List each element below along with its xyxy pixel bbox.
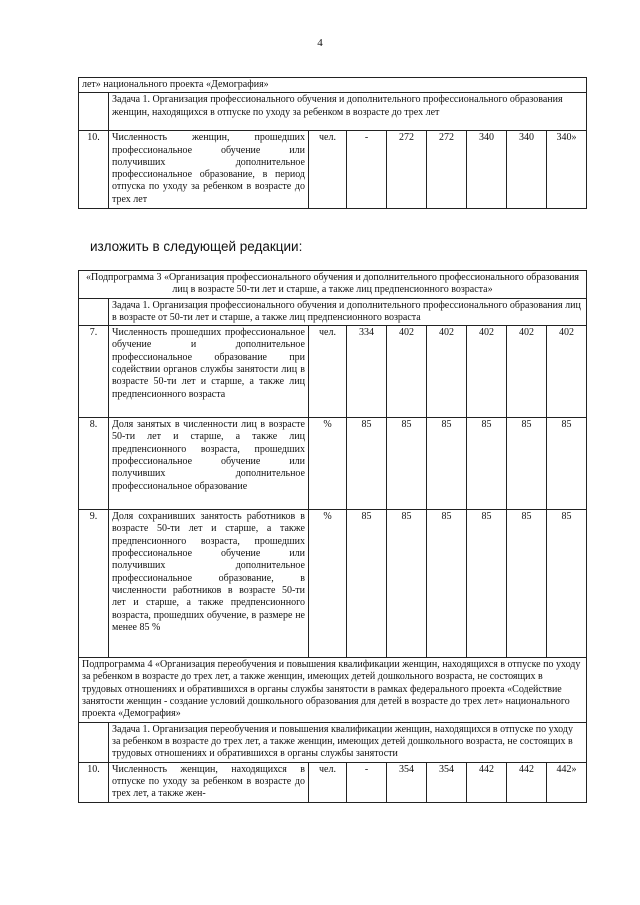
value-cell: 402 [387,326,427,418]
value-cell: 85 [507,418,547,510]
row-number: 10. [79,131,109,209]
value-cell: 442» [547,762,587,802]
unit-cell: чел. [309,326,347,418]
value-cell: 85 [387,510,427,658]
indicator-name: Численность женщин, находящихся в отпуске по уходу за ребенком в возрасте до трех лет, а также жен- [109,762,309,802]
indicator-name: Численность женщин, прошедших профессиональное обучение или получивших дополнительное профессиональное образование, в период отпуска по уходу за ребенком в возрасте до трех лет [109,131,309,209]
subprogram-4-heading: Подпрограмма 4 «Организация переобучения и повышения квалификации женщин, находящихся в отпуске по уходу за ребенком в возрасте до трех лет, а также женщин, имеющих детей дошкольного возраста, не состоящих в трудовых отношениях и обратившихся в органы службы занятости в рамках федерального проекта «Содействие занятости женщин - создание условий дошкольного образования для детей в возрасте до трех лет» национального проекта «Демография» [79,658,587,722]
task-heading: Задача 1. Организация профессионального обучения и дополнительного профессионального образования женщин, находящихся в отпуске по уходу за ребенком в возрасте до трех лет [109,93,587,131]
table-row [79,131,587,209]
unit-cell: % [309,418,347,510]
value-cell: 442 [507,762,547,802]
value-cell: 85 [507,510,547,658]
value-cell: 354 [387,762,427,802]
value-cell: 85 [467,418,507,510]
indicator-name: Доля сохранивших занятость работников в возрасте 50-ти лет и старше, а также предпенсионного возраста, прошедших профессиональное обучение или получивших дополнительное профессиональное образование, в численности работников в возрасте 50-ти лет и старше, а также предпенсионного возраста, прошедших обучение, в размере не менее 85 % [109,510,309,658]
row-number: 10. [79,762,109,802]
value-cell: 85 [547,418,587,510]
value-cell: 354 [427,762,467,802]
value-cell: 340 [467,131,507,209]
value-cell: 85 [547,510,587,658]
row-number: 7. [79,326,109,418]
table-row [79,418,587,510]
page-number: 4 [317,37,323,49]
value-cell: 402 [427,326,467,418]
table-row [79,510,587,658]
value-cell: 340» [547,131,587,209]
value-cell: 402 [467,326,507,418]
value-cell: 85 [467,510,507,658]
value-cell: - [347,131,387,209]
value-cell: 85 [387,418,427,510]
value-cell: 85 [427,418,467,510]
subprogram-continuation: лет» национального проекта «Демография» [79,78,587,93]
value-cell: 402 [547,326,587,418]
empty-cell [79,722,109,762]
unit-cell: чел. [309,762,347,802]
empty-cell [79,298,109,326]
subprogram-3-heading: «Подпрограмма 3 «Организация профессионального обучения и дополнительного профессионального образования лиц в возрасте 50-ти лет и старше, а также лиц предпенсионного возраста» [79,271,587,299]
value-cell: 85 [347,418,387,510]
indicator-name: Численность прошедших профессиональное обучение и дополнительное профессиональное образование при содействии органов службы занятости лиц в возрасте 50-ти лет и старше, а также лиц предпенсионного возраста [109,326,309,418]
value-cell: 272 [387,131,427,209]
value-cell: 334 [347,326,387,418]
value-cell: 272 [427,131,467,209]
value-cell: 402 [507,326,547,418]
empty-cell [79,93,109,131]
task-heading: Задача 1. Организация профессионального обучения и дополнительного профессионального образования лиц в возрасте от 50-ти лет и старше, а также лиц предпенсионного возраста [109,298,587,326]
table-row [79,762,587,802]
value-cell: 340 [507,131,547,209]
instruction-heading: изложить в следующей редакции: [90,239,303,254]
value-cell: 442 [467,762,507,802]
value-cell: 85 [347,510,387,658]
indicators-table-new [78,270,587,803]
value-cell: - [347,762,387,802]
unit-cell: % [309,510,347,658]
table-row [79,326,587,418]
indicator-name: Доля занятых в численности лиц в возрасте 50-ти лет и старше, а также лиц предпенсионного возраста, прошедших профессиональное обучение или получивших дополнительное профессиональное образование [109,418,309,510]
unit-cell: чел. [309,131,347,209]
row-number: 9. [79,510,109,658]
indicators-table-old [78,77,587,209]
value-cell: 85 [427,510,467,658]
task-heading: Задача 1. Организация переобучения и повышения квалификации женщин, находящихся в отпуске по уходу за ребенком в возрасте до трех лет, а также женщин, имеющих детей дошкольного возраста, не состоящих в трудовых отношениях и обратившихся в органы службы занятости [109,722,587,762]
row-number: 8. [79,418,109,510]
